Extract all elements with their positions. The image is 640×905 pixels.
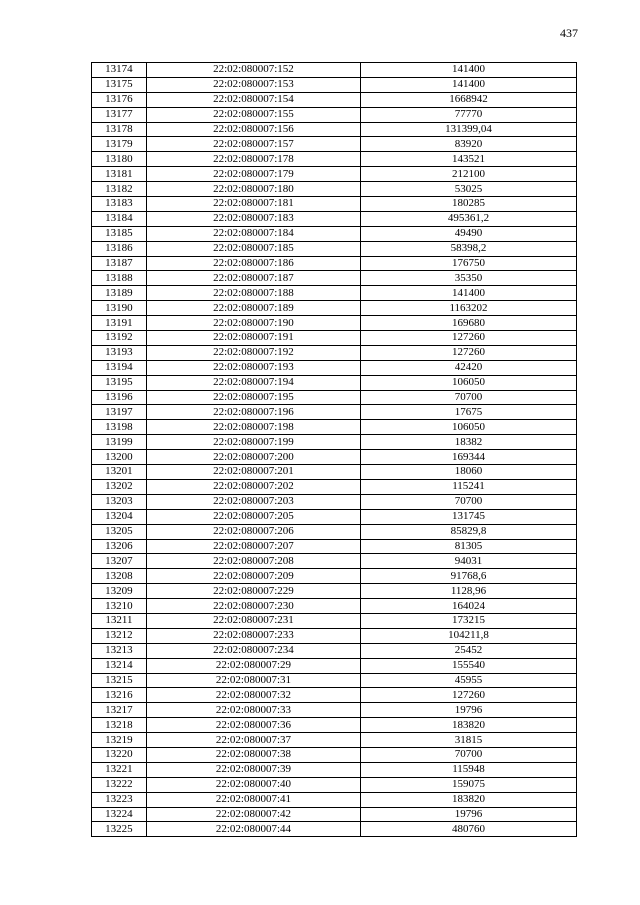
row-number-cell: 13202 — [92, 479, 147, 494]
row-number-cell: 13199 — [92, 435, 147, 450]
row-number-cell: 13193 — [92, 345, 147, 360]
value-cell: 58398,2 — [361, 241, 577, 256]
cadastral-number-cell: 22:02:080007:209 — [146, 569, 360, 584]
row-number-cell: 13204 — [92, 509, 147, 524]
table-row — [92, 703, 577, 718]
value-cell: 183820 — [361, 718, 577, 733]
row-number-cell: 13186 — [92, 241, 147, 256]
value-cell: 104211,8 — [361, 628, 577, 643]
table-row — [92, 211, 577, 226]
value-cell: 143521 — [361, 152, 577, 167]
cadastral-number-cell: 22:02:080007:157 — [146, 137, 360, 152]
cadastral-number-cell: 22:02:080007:194 — [146, 375, 360, 390]
cadastral-number-cell: 22:02:080007:191 — [146, 331, 360, 346]
row-number-cell: 13184 — [92, 211, 147, 226]
value-cell: 131745 — [361, 509, 577, 524]
row-number-cell: 13212 — [92, 628, 147, 643]
row-number-cell: 13185 — [92, 226, 147, 241]
cadastral-number-cell: 22:02:080007:186 — [146, 256, 360, 271]
table-row — [92, 63, 577, 78]
cadastral-value-table — [91, 62, 577, 837]
row-number-cell: 13214 — [92, 658, 147, 673]
value-cell: 180285 — [361, 197, 577, 212]
cadastral-number-cell: 22:02:080007:195 — [146, 390, 360, 405]
row-number-cell: 13175 — [92, 77, 147, 92]
row-number-cell: 13220 — [92, 747, 147, 762]
value-cell: 70700 — [361, 747, 577, 762]
row-number-cell: 13191 — [92, 316, 147, 331]
cadastral-number-cell: 22:02:080007:180 — [146, 182, 360, 197]
value-cell: 85829,8 — [361, 524, 577, 539]
cadastral-number-cell: 22:02:080007:44 — [146, 822, 360, 837]
value-cell: 18060 — [361, 465, 577, 480]
table-row — [92, 92, 577, 107]
value-cell: 155540 — [361, 658, 577, 673]
value-cell: 94031 — [361, 554, 577, 569]
table-row — [92, 762, 577, 777]
row-number-cell: 13217 — [92, 703, 147, 718]
row-number-cell: 13224 — [92, 807, 147, 822]
row-number-cell: 13215 — [92, 673, 147, 688]
value-cell: 183820 — [361, 792, 577, 807]
row-number-cell: 13207 — [92, 554, 147, 569]
value-cell: 141400 — [361, 286, 577, 301]
table-row — [92, 465, 577, 480]
value-cell: 70700 — [361, 494, 577, 509]
cadastral-number-cell: 22:02:080007:231 — [146, 613, 360, 628]
cadastral-number-cell: 22:02:080007:178 — [146, 152, 360, 167]
value-cell: 35350 — [361, 271, 577, 286]
value-cell: 115241 — [361, 479, 577, 494]
table-row — [92, 822, 577, 837]
table-row — [92, 405, 577, 420]
value-cell: 1668942 — [361, 92, 577, 107]
value-cell: 212100 — [361, 167, 577, 182]
cadastral-number-cell: 22:02:080007:37 — [146, 733, 360, 748]
cadastral-number-cell: 22:02:080007:152 — [146, 63, 360, 78]
table-row — [92, 316, 577, 331]
cadastral-number-cell: 22:02:080007:39 — [146, 762, 360, 777]
table-body — [92, 63, 577, 837]
value-cell: 141400 — [361, 77, 577, 92]
value-cell: 91768,6 — [361, 569, 577, 584]
table-row — [92, 554, 577, 569]
table-row — [92, 807, 577, 822]
table-row — [92, 256, 577, 271]
row-number-cell: 13178 — [92, 122, 147, 137]
table-row — [92, 77, 577, 92]
value-cell: 159075 — [361, 777, 577, 792]
value-cell: 18382 — [361, 435, 577, 450]
row-number-cell: 13213 — [92, 643, 147, 658]
cadastral-number-cell: 22:02:080007:179 — [146, 167, 360, 182]
cadastral-number-cell: 22:02:080007:208 — [146, 554, 360, 569]
table-row — [92, 107, 577, 122]
table-row — [92, 494, 577, 509]
table-row — [92, 777, 577, 792]
row-number-cell: 13188 — [92, 271, 147, 286]
row-number-cell: 13216 — [92, 688, 147, 703]
row-number-cell: 13179 — [92, 137, 147, 152]
value-cell: 31815 — [361, 733, 577, 748]
table-row — [92, 747, 577, 762]
value-cell: 169680 — [361, 316, 577, 331]
table-row — [92, 390, 577, 405]
table-row — [92, 733, 577, 748]
row-number-cell: 13194 — [92, 360, 147, 375]
cadastral-number-cell: 22:02:080007:207 — [146, 539, 360, 554]
row-number-cell: 13181 — [92, 167, 147, 182]
cadastral-number-cell: 22:02:080007:203 — [146, 494, 360, 509]
table-row — [92, 331, 577, 346]
row-number-cell: 13177 — [92, 107, 147, 122]
value-cell: 131399,04 — [361, 122, 577, 137]
table-row — [92, 435, 577, 450]
row-number-cell: 13192 — [92, 331, 147, 346]
value-cell: 17675 — [361, 405, 577, 420]
row-number-cell: 13187 — [92, 256, 147, 271]
cadastral-number-cell: 22:02:080007:199 — [146, 435, 360, 450]
table-row — [92, 509, 577, 524]
cadastral-number-cell: 22:02:080007:192 — [146, 345, 360, 360]
cadastral-number-cell: 22:02:080007:188 — [146, 286, 360, 301]
value-cell: 25452 — [361, 643, 577, 658]
row-number-cell: 13189 — [92, 286, 147, 301]
row-number-cell: 13209 — [92, 584, 147, 599]
cadastral-number-cell: 22:02:080007:233 — [146, 628, 360, 643]
cadastral-number-cell: 22:02:080007:200 — [146, 450, 360, 465]
value-cell: 164024 — [361, 599, 577, 614]
table-row — [92, 360, 577, 375]
row-number-cell: 13222 — [92, 777, 147, 792]
cadastral-number-cell: 22:02:080007:41 — [146, 792, 360, 807]
value-cell: 45955 — [361, 673, 577, 688]
row-number-cell: 13190 — [92, 301, 147, 316]
value-cell: 1128,96 — [361, 584, 577, 599]
table-row — [92, 286, 577, 301]
cadastral-number-cell: 22:02:080007:31 — [146, 673, 360, 688]
cadastral-number-cell: 22:02:080007:153 — [146, 77, 360, 92]
cadastral-number-cell: 22:02:080007:205 — [146, 509, 360, 524]
row-number-cell: 13200 — [92, 450, 147, 465]
row-number-cell: 13195 — [92, 375, 147, 390]
table-row — [92, 569, 577, 584]
table-row — [92, 539, 577, 554]
table-row — [92, 375, 577, 390]
value-cell: 106050 — [361, 375, 577, 390]
value-cell: 169344 — [361, 450, 577, 465]
row-number-cell: 13208 — [92, 569, 147, 584]
value-cell: 19796 — [361, 807, 577, 822]
cadastral-number-cell: 22:02:080007:32 — [146, 688, 360, 703]
value-cell: 127260 — [361, 688, 577, 703]
cadastral-number-cell: 22:02:080007:230 — [146, 599, 360, 614]
value-cell: 480760 — [361, 822, 577, 837]
value-cell: 49490 — [361, 226, 577, 241]
row-number-cell: 13203 — [92, 494, 147, 509]
table-row — [92, 658, 577, 673]
table-row — [92, 345, 577, 360]
value-cell: 141400 — [361, 63, 577, 78]
value-cell: 127260 — [361, 345, 577, 360]
table-row — [92, 152, 577, 167]
table-row — [92, 137, 577, 152]
value-cell: 106050 — [361, 420, 577, 435]
table-row — [92, 226, 577, 241]
cadastral-number-cell: 22:02:080007:185 — [146, 241, 360, 256]
table-row — [92, 479, 577, 494]
table-row — [92, 643, 577, 658]
row-number-cell: 13210 — [92, 599, 147, 614]
value-cell: 1163202 — [361, 301, 577, 316]
row-number-cell: 13205 — [92, 524, 147, 539]
cadastral-number-cell: 22:02:080007:187 — [146, 271, 360, 286]
row-number-cell: 13218 — [92, 718, 147, 733]
row-number-cell: 13225 — [92, 822, 147, 837]
table-row — [92, 628, 577, 643]
cadastral-number-cell: 22:02:080007:201 — [146, 465, 360, 480]
row-number-cell: 13211 — [92, 613, 147, 628]
row-number-cell: 13197 — [92, 405, 147, 420]
table-row — [92, 271, 577, 286]
cadastral-number-cell: 22:02:080007:155 — [146, 107, 360, 122]
value-cell: 77770 — [361, 107, 577, 122]
row-number-cell: 13221 — [92, 762, 147, 777]
value-cell: 70700 — [361, 390, 577, 405]
value-cell: 42420 — [361, 360, 577, 375]
table-row — [92, 167, 577, 182]
cadastral-number-cell: 22:02:080007:234 — [146, 643, 360, 658]
table-row — [92, 450, 577, 465]
cadastral-number-cell: 22:02:080007:154 — [146, 92, 360, 107]
value-cell: 115948 — [361, 762, 577, 777]
row-number-cell: 13180 — [92, 152, 147, 167]
table-row — [92, 688, 577, 703]
value-cell: 83920 — [361, 137, 577, 152]
cadastral-number-cell: 22:02:080007:184 — [146, 226, 360, 241]
table-row — [92, 182, 577, 197]
value-cell: 81305 — [361, 539, 577, 554]
row-number-cell: 13201 — [92, 465, 147, 480]
cadastral-number-cell: 22:02:080007:156 — [146, 122, 360, 137]
value-cell: 53025 — [361, 182, 577, 197]
table-row — [92, 673, 577, 688]
cadastral-number-cell: 22:02:080007:198 — [146, 420, 360, 435]
cadastral-number-cell: 22:02:080007:196 — [146, 405, 360, 420]
row-number-cell: 13182 — [92, 182, 147, 197]
value-cell: 173215 — [361, 613, 577, 628]
row-number-cell: 13183 — [92, 197, 147, 212]
table-row — [92, 122, 577, 137]
cadastral-number-cell: 22:02:080007:38 — [146, 747, 360, 762]
table-row — [92, 524, 577, 539]
table-row — [92, 792, 577, 807]
cadastral-number-cell: 22:02:080007:229 — [146, 584, 360, 599]
page-number: 437 — [560, 26, 578, 40]
cadastral-number-cell: 22:02:080007:40 — [146, 777, 360, 792]
row-number-cell: 13174 — [92, 63, 147, 78]
cadastral-number-cell: 22:02:080007:181 — [146, 197, 360, 212]
cadastral-number-cell: 22:02:080007:202 — [146, 479, 360, 494]
cadastral-number-cell: 22:02:080007:42 — [146, 807, 360, 822]
row-number-cell: 13219 — [92, 733, 147, 748]
table-row — [92, 301, 577, 316]
value-cell: 495361,2 — [361, 211, 577, 226]
cadastral-number-cell: 22:02:080007:36 — [146, 718, 360, 733]
table-row — [92, 599, 577, 614]
row-number-cell: 13176 — [92, 92, 147, 107]
value-cell: 19796 — [361, 703, 577, 718]
cadastral-number-cell: 22:02:080007:189 — [146, 301, 360, 316]
row-number-cell: 13198 — [92, 420, 147, 435]
cadastral-number-cell: 22:02:080007:29 — [146, 658, 360, 673]
table-row — [92, 613, 577, 628]
cadastral-number-cell: 22:02:080007:190 — [146, 316, 360, 331]
table-row — [92, 718, 577, 733]
table-row — [92, 197, 577, 212]
table-row — [92, 584, 577, 599]
table-row — [92, 420, 577, 435]
cadastral-number-cell: 22:02:080007:183 — [146, 211, 360, 226]
row-number-cell: 13206 — [92, 539, 147, 554]
cadastral-number-cell: 22:02:080007:193 — [146, 360, 360, 375]
row-number-cell: 13196 — [92, 390, 147, 405]
cadastral-number-cell: 22:02:080007:33 — [146, 703, 360, 718]
cadastral-number-cell: 22:02:080007:206 — [146, 524, 360, 539]
row-number-cell: 13223 — [92, 792, 147, 807]
table-row — [92, 241, 577, 256]
value-cell: 127260 — [361, 331, 577, 346]
value-cell: 176750 — [361, 256, 577, 271]
